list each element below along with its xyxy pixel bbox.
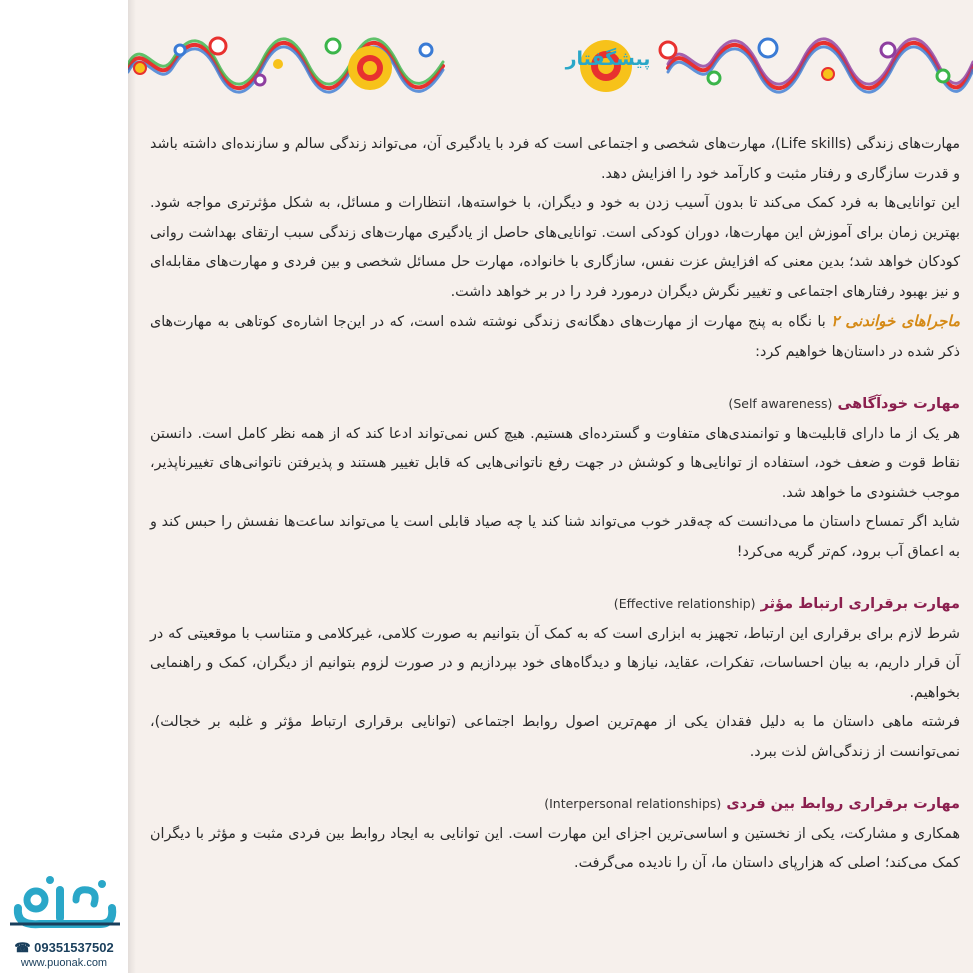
intro-paragraph-1: مهارت‌های زندگی (Life skills)، مهارت‌های شخصی و اجتماعی است که فرد با یادگیری آن، می‌تواند زندگی سالم و سازنده‌ای داشته باشد و قدرت سازگاری و رفتار مثبت و کارآمد خود را افزایش دهد. bbox=[150, 136, 960, 182]
section-heading-text: مهارت برقراری روابط بین فردی bbox=[726, 796, 960, 812]
intro-paragraph-3-text: با نگاه به پنج مهارت از مهارت‌های دهگانه‌ی زندگی نوشته شده است، که در این‌جا اشاره‌ی کوتاهی به مهارت‌های ذکر شده در داستان‌ها خواهیم کرد: bbox=[150, 314, 960, 360]
section-heading-english: (Self awareness) bbox=[728, 396, 833, 411]
watermark-website: www.puonak.com bbox=[20, 957, 108, 969]
puonak-logo bbox=[10, 870, 120, 930]
section-heading-english: (Effective relationship) bbox=[613, 596, 756, 611]
self-awareness-paragraph-1: هر یک از ما دارای قابلیت‌ها و توانمندی‌های متفاوت و گسترده‌ای هستیم. هیچ کس نمی‌تواند ادعا کند که از همه نظر کامل است. دانستن نقاط قوت و ضعف خود، استفاده از توانایی‌ها و کوشش در جهت رفع ناتوانی‌هایی که قابل تغییر هستند و پذیرفتن ناتوانی‌های تغییرناپذیر، موجب خشنودی ما خواهد شد. bbox=[150, 425, 960, 501]
page-body bbox=[150, 130, 960, 879]
watermark bbox=[0, 870, 128, 973]
section-heading-interpersonal bbox=[150, 789, 960, 820]
effective-relationship-paragraph-2: فرشته ماهی داستان ما به دلیل فقدان یکی از مهم‌ترین اصول روابط اجتماعی (توانایی برقراری ارتباط مؤثر و غلبه بر خجالت)، نمی‌توانست از زندگی‌اش لذت ببرد. bbox=[150, 714, 960, 760]
intro-paragraph-2: این توانایی‌ها به فرد کمک می‌کند تا بدون آسیب زدن به خود و دیگران، با خواسته‌ها، انتظارات و مسائل، به شکل مؤثرتری مواجه شود. بهترین زمان برای آموزش این مهارت‌ها، دوران کودکی است. توانایی‌های حاصل از یادگیری مهارت‌های زندگی سبب ارتقای بهداشت روانی کودکان خواهد شد؛ بدین معنی که افزایش عزت نفس، سازگاری با خانواده، مهارت حل مسائل شخصی و بین فردی و مهارت‌های مقابله‌ای و نیز بهبود رفتارهای اجتماعی و تغییر نگرش دیگران درمورد فرد را در بر خواهد داشت. bbox=[150, 195, 960, 300]
book-page bbox=[128, 0, 973, 973]
series-name: ماجراهای خواندنی ۲ bbox=[831, 312, 960, 330]
effective-relationship-paragraph-1: شرط لازم برای برقراری این ارتباط، تجهیز به ابزاری است که به کمک آن بتوانیم به صورت کلامی، غیرکلامی و متناسب با موقعیتی که در آن قرار داریم، به بیان احساسات، تفکرات، عقاید، نیازها و دیدگاه‌های خود بپردازیم و در صورت لزوم بتوانیم از دیگران، کمک و راهنمایی بخواهیم. bbox=[150, 625, 960, 701]
left-margin bbox=[0, 0, 128, 973]
section-heading-text: مهارت برقراری ارتباط مؤثر bbox=[760, 596, 960, 612]
page-title: پیشگفتار bbox=[565, 48, 651, 70]
intro-paragraph-3 bbox=[150, 307, 960, 367]
watermark-phone-number: 09351537502 bbox=[34, 940, 114, 955]
page-edge-shadow bbox=[128, 0, 136, 973]
section-heading-self-awareness bbox=[150, 389, 960, 420]
section-heading-text: مهارت خودآگاهی bbox=[837, 396, 960, 412]
section-heading-english: (Interpersonal relationships) bbox=[544, 796, 722, 811]
watermark-phone: ☎ 09351537502 bbox=[14, 940, 114, 955]
self-awareness-paragraph-2: شاید اگر تمساح داستان ما می‌دانست که چه‌قدر خوب می‌تواند شنا کند یا چه صیاد قابلی است یا می‌تواند ساعت‌ها نفسش را حبس کند و به اعماق آب برود، کم‌تر گریه می‌کرد! bbox=[150, 514, 960, 560]
section-heading-effective-relationship bbox=[150, 589, 960, 620]
interpersonal-paragraph-1: همکاری و مشارکت، یکی از نخستین و اساسی‌ترین اجزای این مهارت است. این توانایی به ایجاد روابط بین فردی مثبت و مؤثر با دیگران کمک می‌کند؛ اصلی که هزارپای داستان ما، آن را نادیده می‌گرفت. bbox=[150, 825, 960, 871]
